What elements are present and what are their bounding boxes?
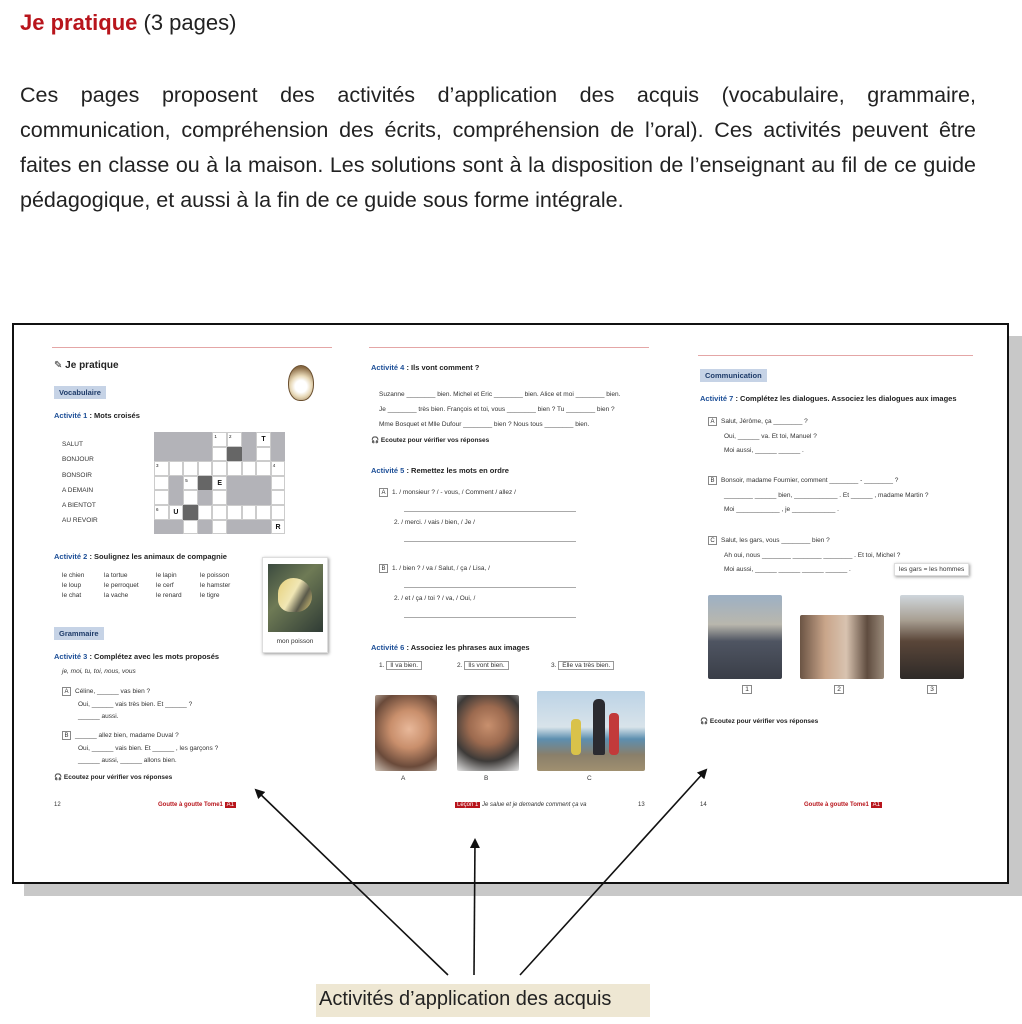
page-footer: Goutte à goutte Tome1 A1	[158, 802, 234, 808]
dialogue-a: A Salut, Jérôme, ça ________ ? Oui, ______ va. Et toi, Manuel ? Moi aussi, ______ ______ .	[708, 415, 817, 459]
intro-paragraph: Ces pages proposent des activités d’application des acquis (vocabulaire, grammaire, communication, compréhension des écrits, compréhension de l’oral). Ces activités peuvent être faites en classe ou à la maison. Les solutions sont à la disposition de l’enseignant au fil de ce guide pédagogique, et aussi à la fin de ce guide sous forme intégrale.	[20, 83, 976, 212]
page-number: 12	[54, 802, 61, 808]
image-label-1: 1	[742, 685, 752, 694]
phrase-1: 1. Il va bien.	[379, 662, 422, 669]
image-label-2: 2	[834, 685, 844, 694]
grammar-badge: Grammaire	[54, 627, 104, 640]
activity-5-a2: 2. / merci. / vais / bien, / Je /	[394, 519, 475, 526]
activity-5-a1: A 1. / monsieur ? / - vous, / Comment / allez /	[379, 488, 516, 497]
listen-instruction: 🎧 Ecoutez pour vérifier vos réponses	[700, 718, 819, 725]
dialogue-b: B Bonsoir, madame Fournier, comment ________ - ________ ? ________ ______ bien, ____________ . Et ______ , madame Martin ? Moi ____________ , je ____________ .	[708, 474, 929, 518]
activity-3-part-b: B ______ allez bien, madame Duval ? Oui, ______ vais bien. Et ______ , les garçons ? ______ aussi, ______ allons bien.	[62, 730, 218, 768]
caption-label: Activités d’application des acquis	[316, 984, 650, 1017]
headphones-icon: 🎧	[700, 718, 710, 725]
communication-badge: Communication	[700, 369, 767, 382]
arrow-left	[256, 790, 448, 975]
headphones-icon: 🎧	[54, 774, 64, 781]
proposed-words: je, moi, tu, toi, nous, vous	[62, 668, 136, 675]
heading-title: Je pratique	[20, 10, 138, 35]
page-number: 13	[638, 802, 645, 808]
activity-1-title: Activité 1 : Mots croisés	[54, 411, 140, 420]
heading-suffix: (3 pages)	[137, 10, 237, 35]
activity-4-title: Activité 4 : Ils vont comment ?	[371, 363, 480, 372]
activity-7-title: Activité 7 : Complétez les dialogues. Associez les dialogues aux images	[700, 394, 957, 403]
image-label-c: C	[587, 775, 592, 782]
crossword-grid: 1 2 T 3 4 5 E 6 U R	[154, 432, 285, 534]
dialogue-c: C Salut, les gars, vous ________ bien ? Ah oui, nous ________ ________ ________ . Et toi, Michel ? Moi aussi, ______ ______ ______ ______ .	[708, 534, 900, 578]
activity-6-title: Activité 6 : Associez les phrases aux images	[371, 643, 530, 652]
activity-2-title: Activité 2 : Soulignez les animaux de compagnie	[54, 552, 227, 561]
image-label-b: B	[484, 775, 489, 782]
activity-5-title: Activité 5 : Remettez les mots en ordre	[371, 466, 509, 475]
phrase-2: 2. Ils vont bien.	[457, 662, 509, 669]
activity-3-part-a: A Céline, ______ vas bien ? Oui, ______ vais très bien. Et ______ ? ______ aussi.	[62, 686, 192, 724]
page-title: ✎ Je pratique	[54, 360, 119, 371]
activity-5-b1: B 1. / bien ? / va / Salut, / ça / Lisa, /	[379, 564, 490, 573]
crossword-word-list: SALUT BONJOUR BONSOIR A DEMAIN A BIENTOT AU REVOIR	[62, 441, 98, 525]
arrow-middle	[474, 840, 475, 975]
image-label-a: A	[401, 775, 406, 782]
activity-4-sentences: Suzanne ________ bien. Michel et Eric ________ bien. Alice et moi ________ bien. Je ________ très bien. François et toi, vous ________ bien ? Tu ________ bien ? Mme Bosquet et Mlle Dufour ________ bien ? Nous tous ________ bien.	[379, 391, 621, 428]
arrow-right	[520, 770, 706, 975]
page-number: 14	[700, 802, 707, 808]
phrase-3: 3. Elle va très bien.	[551, 662, 614, 669]
activity-5-b2: 2. / et / ça / toi ? / va, / Oui, /	[394, 595, 476, 602]
activity-3-title: Activité 3 : Complétez avec les mots proposés	[54, 652, 220, 661]
page-footer: Leçon 1 Je salue et je demande comment ça va	[457, 802, 587, 808]
listen-instruction: 🎧 Ecoutez pour vérifier vos réponses	[54, 774, 173, 781]
animal-list: le chien la tortue le lapin le poisson le loup le perroquet le cerf le hamster le chat la vache le renard le tigre	[62, 572, 231, 599]
vocabulary-badge: Vocabulaire	[54, 386, 106, 399]
page-footer: Goutte à goutte Tome1 A1	[804, 802, 880, 808]
pencil-icon: ✎	[54, 360, 66, 371]
fish-caption: mon poisson	[276, 638, 314, 645]
image-label-3: 3	[927, 685, 937, 694]
headphones-icon: 🎧	[371, 437, 381, 444]
listen-instruction: 🎧 Ecoutez pour vérifier vos réponses	[371, 437, 490, 444]
vocab-note: les gars = les hommes	[894, 563, 969, 576]
